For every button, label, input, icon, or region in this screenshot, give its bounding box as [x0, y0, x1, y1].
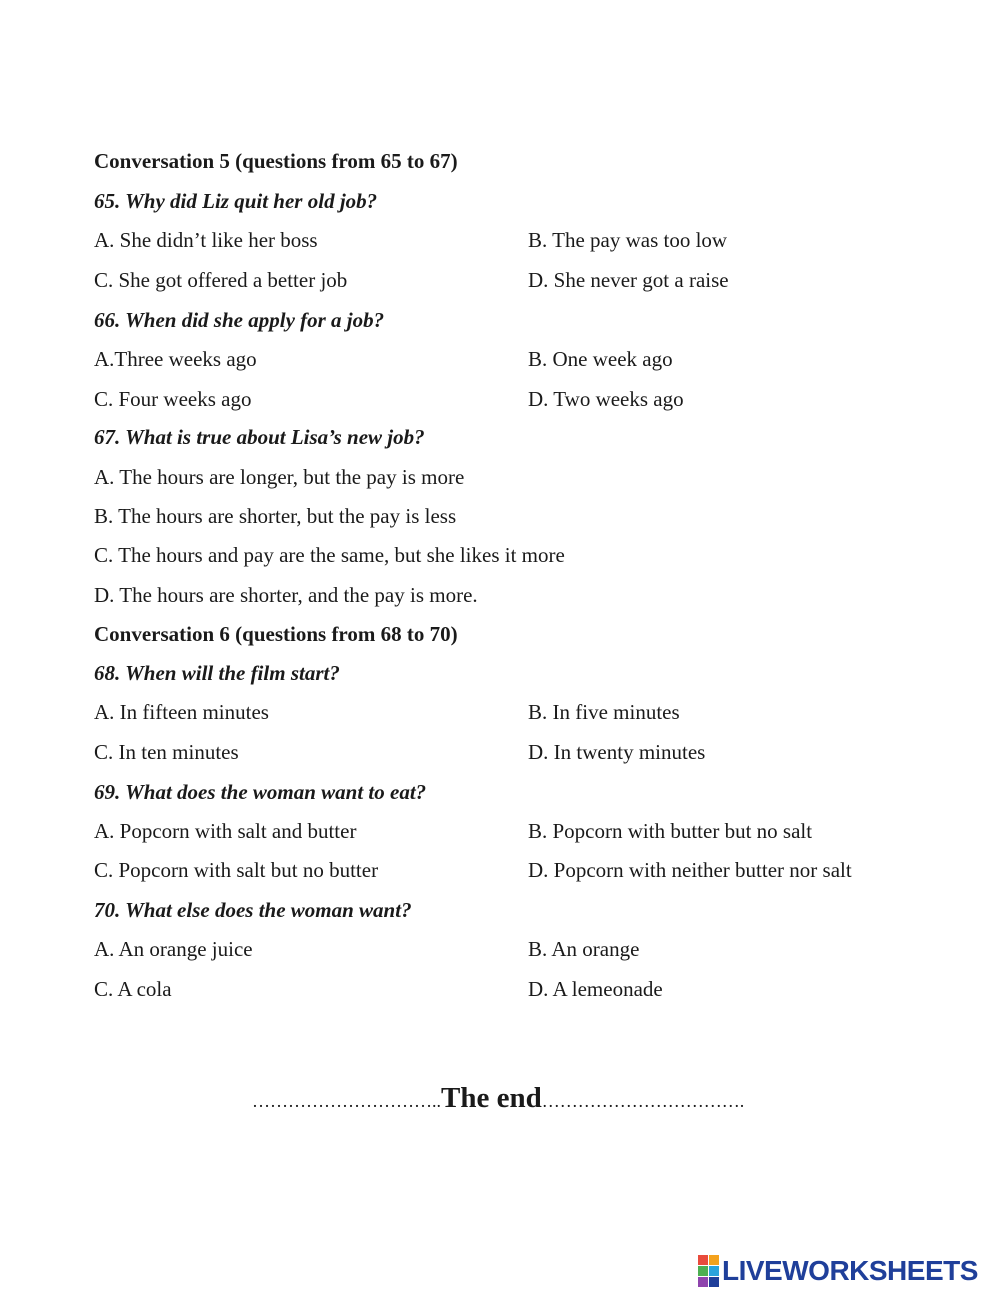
q65-option-b: B. The pay was too low	[528, 228, 728, 252]
q68-option-b: B. In five minutes	[528, 700, 680, 724]
question-68: 68. When will the film start?	[94, 661, 340, 685]
q67-option-a: A. The hours are longer, but the pay is more	[94, 465, 465, 489]
q70-option-a: A. An orange juice	[94, 937, 253, 961]
liveworksheets-logo-icon	[698, 1255, 719, 1287]
conversation-5-heading: Conversation 5 (questions from 65 to 67)	[94, 149, 458, 173]
question-67: 67. What is true about Lisa’s new job?	[94, 425, 425, 449]
logo-square-4	[709, 1266, 719, 1276]
q66-option-c: C. Four weeks ago	[94, 387, 252, 411]
liveworksheets-logo[interactable]	[698, 1256, 978, 1286]
q69-option-d: D. Popcorn with neither butter nor salt	[528, 858, 852, 882]
the-end-dots-right: …………………………….	[541, 1091, 745, 1111]
the-end-dots-left: …………………………..	[252, 1091, 441, 1111]
question-66: 66. When did she apply for a job?	[94, 308, 385, 332]
logo-square-2	[709, 1255, 719, 1265]
q69-option-a: A. Popcorn with salt and butter	[94, 819, 357, 843]
q66-option-a: A.Three weeks ago	[94, 347, 257, 371]
q70-option-c: C. A cola	[94, 977, 172, 1001]
liveworksheets-logo-text: LIVEWORKSHEETS	[722, 1255, 978, 1286]
q66-option-b: B. One week ago	[528, 347, 673, 371]
q65-option-d: D. She never got a raise	[528, 268, 729, 292]
question-69: 69. What does the woman want to eat?	[94, 780, 427, 804]
q67-option-d: D. The hours are shorter, and the pay is more.	[94, 583, 478, 607]
logo-square-1	[698, 1255, 708, 1265]
question-70: 70. What else does the woman want?	[94, 898, 412, 922]
q68-option-a: A. In fifteen minutes	[94, 700, 269, 724]
q70-option-b: B. An orange	[528, 937, 640, 961]
q65-option-c: C. She got offered a better job	[94, 268, 348, 292]
q67-option-c: C. The hours and pay are the same, but she likes it more	[94, 543, 565, 567]
q65-option-a: A. She didn’t like her boss	[94, 228, 318, 252]
the-end-line	[252, 1080, 744, 1119]
the-end-text: The end	[441, 1082, 542, 1114]
q68-option-c: C. In ten minutes	[94, 740, 239, 764]
logo-square-5	[698, 1277, 708, 1287]
q66-option-d: D. Two weeks ago	[528, 387, 684, 411]
q69-option-b: B. Popcorn with butter but no salt	[528, 819, 813, 843]
question-65: 65. Why did Liz quit her old job?	[94, 189, 378, 213]
logo-square-3	[698, 1266, 708, 1276]
q70-option-d: D. A lemeonade	[528, 977, 663, 1001]
logo-square-6	[709, 1277, 719, 1287]
q69-option-c: C. Popcorn with salt but no butter	[94, 858, 379, 882]
q67-option-b: B. The hours are shorter, but the pay is less	[94, 504, 457, 528]
q68-option-d: D. In twenty minutes	[528, 740, 706, 764]
conversation-6-heading: Conversation 6 (questions from 68 to 70)	[94, 622, 458, 646]
